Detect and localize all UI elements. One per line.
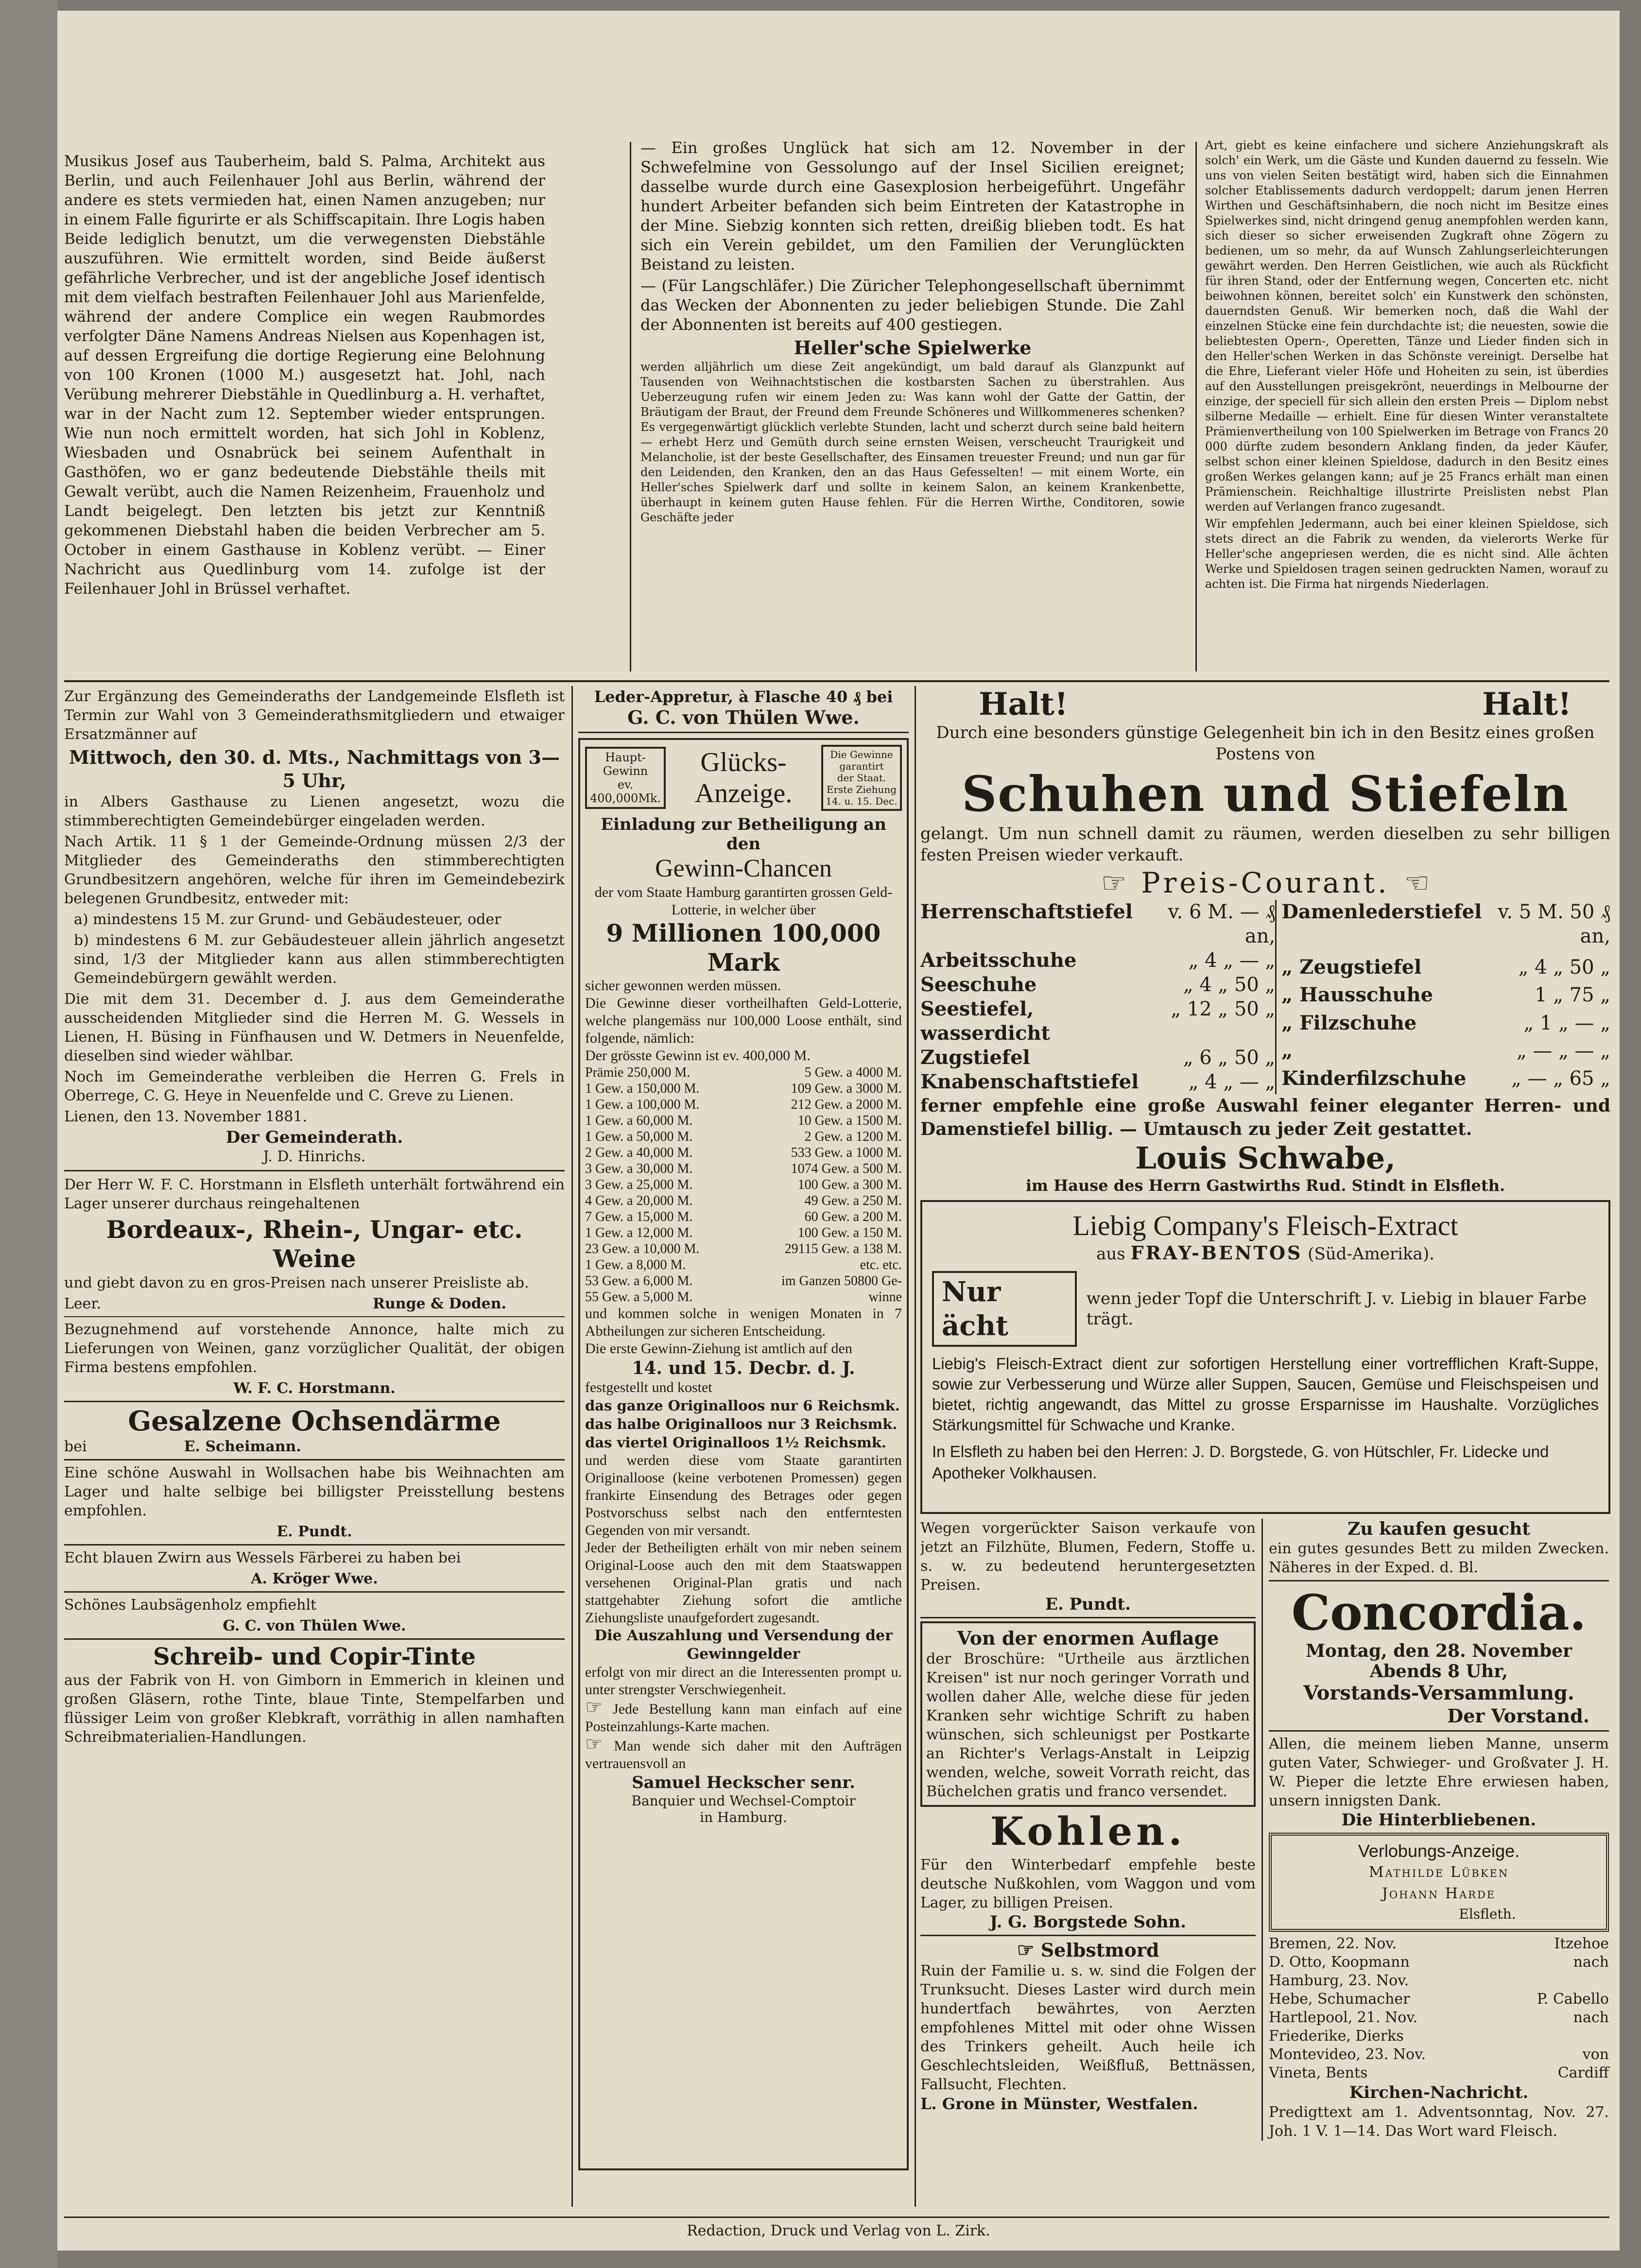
heller-cont-text2: Wir empfehlen Jedermann, auch bei einer kleinen Spieldose, sich stets direct an die Fabrik zu wenden, da vielerorts Werke für Heller'sche angepriesen werden, die es nicht sind. Alle ächten Werke und Spieldosen tragen seinen gedruckten Namen, worauf zu achten ist. Die Firma hat nirgends Niederlagen. [1205,517,1608,591]
lottery-row [585,1209,902,1225]
column-rule [571,686,573,2207]
pointing-hand-icon: ☞ [585,1733,603,1755]
ship-cell: Friederike, Dierks [1269,2027,1404,2045]
lottery-ad [578,738,909,2170]
lottery-row [585,1193,902,1209]
gl-right1: Die Gewinne [830,749,893,760]
liebig-from-pre: aus [1096,1244,1125,1264]
lottery-row [585,1129,902,1145]
lottery-cell: 3 Gew. a 25,000 M. [585,1177,693,1192]
preis-left-cell: Zugstiefel [920,1046,1030,1069]
laub-sig: G. C. von Thülen Wwe. [223,1617,406,1634]
lottery-text8: Jeder der Betheiligten erhält von mir neben seinem Original-Loose auch den mit dem Staatswappen versehenen Original-Plan gratis und nach stattgehabter Ziehung sofort die amtliche Ziehungsliste unaufgefordert zugesandt. [585,1540,902,1626]
article-telephone-text: — (Für Langschläfer.) Die Züricher Telephongesellschaft übernimmt das Wecken der Abonnenten zu jeder beliebigen Stunde. Die Zahl der Abonnenten ist bereits auf 400 gestiegen. [640,276,1185,334]
conc-time: Abends 8 Uhr, [1369,1661,1508,1682]
concordia-title: Concordia. [1291,1584,1587,1641]
laub-text: Schönes Laubsägenholz empfiehlt [64,1597,317,1614]
liebig-ad [920,1200,1610,1514]
lottery-row [585,1145,902,1161]
gemeinde-text1: in Albers Gasthause zu Lienen angesetzt, wozu die stimmberechtigten Gemeindebürger eingeladen werden. [64,793,565,829]
lottery-text3: Die Gewinne dieser vortheilhaften Geld-Lotterie, welche plangemäss nur 100,000 Loose enthält, sind folgende, nämlich: [585,995,902,1046]
dank-text: Allen, die meinem lieben Manne, unserm guten Vater, Schwieger- und Großvater J. H. W. Pieper die letzte Ehre erwiesen haben, unsern innigsten Dank. [1269,1735,1609,1809]
lottery-price1: das ganze Originalloos nur 6 Reichsmk. [585,1397,900,1414]
lottery-text5: Die erste Gewinn-Ziehung ist amtlich auf den [585,1340,852,1357]
lottery-text2: sicher gewonnen werden müssen. [585,978,781,994]
wolle-text: Eine schöne Auswahl in Wollsachen habe bis Weihnachten am Lager und halte selbige bei billigster Preisstellung bestens empfohlen. [64,1464,565,1519]
preis-table-left [920,900,1277,1094]
lottery-text1: der vom Staate Hamburg garantirten grossen Geld-Lotterie, in welcher über [594,884,893,918]
schuh-intro: Durch eine besonders günstige Gelegenheit bin ich in den Besitz eines großen Postens von [936,723,1595,764]
lottery-row [585,1241,902,1257]
verl-name2: Johann Harde [1382,1885,1496,1902]
preis-left-row [920,1046,1276,1070]
lottery-cell: 100 Gew. a 300 M. [797,1177,902,1192]
lottery-sig3: in Hamburg. [700,1809,787,1825]
lottery-row [585,1081,902,1097]
ad-rule [1269,1730,1609,1732]
horst-big2: Weine [273,1244,356,1273]
preis-right-row [1281,983,1610,1011]
lottery-cell: 212 Gew. a 2000 M. [791,1097,902,1112]
ad-rule [64,1316,565,1317]
preis-left-row [920,900,1276,948]
ship-row [1269,2027,1609,2045]
preis-left-row [920,997,1276,1046]
binding-edge [0,0,57,2268]
preis-left-row [920,973,1276,997]
tinte-text: aus der Fabrik von H. von Gimborn in Emmerich in kleinen und großen Gläsern, rothe Tinte, blaue Tinte, Stempelfarben und flüssiger Leim von großer Klebkraft, vorräthig in allen namhaften Schreibmaterialien-Handlungen. [64,1672,565,1746]
liebig-cond: wenn jeder Topf die Unterschrift J. v. Liebig in blauer Farbe trägt. [1086,1289,1587,1329]
newspaper-page [57,11,1620,2251]
gemeinde-b: b) mindestens 6 M. zur Gebäudesteuer allein jährlich angesetzt sind, 1/3 der Mitglieder kann aus allen stimmberechtigten Gemeindebürgern gewählt werden. [74,932,565,987]
verl-title: Verlobungs-Anzeige. [1358,1841,1520,1861]
horst-big1: Bordeaux-, Rhein-, Ungar- etc. [106,1215,523,1244]
preis-left-cell: „ 12 „ 50 „ [1171,998,1276,1020]
horst-sig-place: Leer. [64,1295,102,1312]
pointing-hand-icon: ☞ [1101,866,1130,899]
preis-right-row [1281,900,1610,955]
preis-title-row [920,866,1610,900]
lottery-cell: 109 Gew. a 3000 M. [791,1081,902,1096]
lottery-title [695,747,793,809]
preis-left-cell: v. 6 M. — ₰ an, [1168,901,1276,947]
lottery-cell: 3 Gew. a 30,000 M. [585,1161,693,1176]
kohlen-sig: J. G. Borgstede Sohn. [990,1912,1186,1932]
ad-rule [64,1544,565,1546]
heller-text: werden alljährlich um diese Zeit angekündigt, um bald darauf als Glanzpunkt auf Tausenden von Weihnachtstischen die kostbarsten Sachen zu überstrahlen. Aus Ueberzeugung rufen wir einem Jeden zu: Was kann wohl der Gatte der Gattin, der Bräutigam der Braut, der Freund dem Freunde Schöneres und Willkommeneres schenken? Es vergegenwärtigt glücklich verlebte Stunden, lacht und scherzt durch seine bald heitern — erhebt Herz und Gemüth durch seine ernsten Weisen, verscheucht Traurigkeit und Melancholie, ist der beste Gesellschafter, des Einsamen treuester Freund; und nun gar für den Leidenden, den Kranken, den an das Haus Gefesselten! — mit einem Worte, ein Heller'sches Spielwerk darf und sollte in keinem Salon, an keinem Krankenbette, überhaupt in keinem guten Hause fehlen. Für die Herren Wirthe, Conditoren, sowie Geschäfte jeder [640,360,1185,524]
lottery-cell: 1 Gew. a 50,000 M. [585,1129,693,1144]
lottery-row [585,1289,902,1305]
horst-text: Der Herr W. F. C. Horstmann in Elsfleth unterhält fortwährend ein Lager unserer durchaus reingehaltenen [64,1176,565,1212]
pointing-hand-icon: ☞ [1401,866,1430,899]
liebig-from: FRAY-BENTOS [1130,1242,1303,1264]
gemeinde-a: a) mindestens 15 M. zur Grund- und Gebäudesteuer, oder [74,911,501,928]
lottery-cell: 49 Gew. a 250 M. [804,1193,902,1208]
lottery-cell: 533 Gew. a 1000 M. [791,1145,902,1160]
lottery-price2: das halbe Originalloos nur 3 Reichsmk. [585,1416,898,1432]
section-rule [64,680,1609,682]
lottery-row [585,1225,902,1241]
gl-left4: 400,000Mk. [590,791,661,805]
lottery-cell: 1 Gew. a 100,000 M. [585,1097,700,1112]
zwirn-text: Echt blauen Zwirn aus Wessels Färberei zu haben bei [64,1549,461,1566]
halt-right: Halt! [1482,687,1572,722]
preis-left-row [920,948,1276,973]
preis-tables [920,900,1610,1094]
article-heller-cont [1205,138,1608,677]
ad-rule [920,1935,1256,1936]
ship-row [1269,1935,1609,1953]
ship-cell: Hartlepool, 21. Nov. [1269,2009,1418,2026]
ship-cell: Vineta, Bents [1269,2064,1368,2081]
lottery-cell: 1074 Gew. a 500 M. [791,1161,902,1176]
pointing-hand-icon: ☞ [1017,1939,1035,1961]
lottery-cell: 23 Gew. a 10,000 M. [585,1241,700,1256]
selbst-text: Ruin der Familie u. s. w. sind die Folgen der Trunksucht. Dieses Laster wird durch mein hundertfach bewährtes, von Aerzten empfohlenes Mittel mit oder ohne Wissen des Trinkers geheilt. Auch heile ich Geschlechtsleiden, Weißfluß, Bettnässen, Fallsucht, Flechten. [920,1962,1256,2093]
right-bottom-left [920,1519,1263,2141]
lottery-invite: Einladung zur Betheiligung an den [601,815,886,854]
enorm-ad [920,1621,1256,1807]
ship-cell: nach [1573,2009,1609,2026]
kauf-text: ein gutes gesundes Bett zu milden Zwecken. Näheres in der Exped. d. Bl. [1269,1540,1609,1576]
preis-right-cell: „ Hausschuhe [1281,983,1434,1007]
lottery-text6: festgestellt und kostet [585,1379,712,1395]
preis-left-cell: „ 4 „ — „ [1188,1071,1276,1093]
liebig-dealers: In Elsfleth zu haben bei den Herren: J. D. Borgstede, G. von Hütschler, Fr. Lidecke und Apotheker Volkhausen. [932,1443,1549,1482]
lottery-cell: 1 Gew. a 150,000 M. [585,1081,700,1096]
lottery-cell: 60 Gew. a 200 M. [804,1209,902,1224]
gl-right3: der Staat. [837,772,886,784]
ship-cell: Hamburg, 23. Nov. [1269,1972,1409,1989]
gl-left3: ev. [617,778,634,791]
ship-row [1269,1990,1609,2009]
ad-rule [64,1638,565,1640]
lottery-cell: im Ganzen 50800 Ge- [781,1273,902,1289]
left-ads [64,687,565,2213]
lottery-millions: 9 Millionen 100,000 Mark [606,919,881,977]
mid-ads [578,687,909,2213]
article-mine-text: — Ein großes Unglück hat sich am 12. November in der Schwefelmine von Gessolungo auf der Insel Sicilien ereignet; dasselbe wurde durch eine Gasexplosion herbeigeführt. Ungefähr hundert Arbeiter befanden sich beim Eintreten der Katastrophe in der Mine. Siebzig konnten sich retten, dreißig blieben todt. Es hat sich ein Verein gebildet, um den Familien der Verunglückten Beistand zu leisten. [640,138,1185,274]
preis-right-row [1281,955,1610,983]
gemeinde-sig1: Der Gemeinderath. [225,1128,403,1147]
lottery-row [585,1273,902,1289]
tinte-title: Schreib- und Copir-Tinte [153,1643,476,1670]
right-ads [920,687,1610,2213]
enorm-text: der Broschüre: "Urtheile aus ärztlichen Kreisen" ist nur noch geringer Vorrath und wollen daher Alle, welche diese für jeden Kranken sehr wichtige Schrift zu haben wünschen, sich schleunigst per Postkarte an Richter's Verlags-Anstalt in Leipzig wenden, welche, soweit Vorrath reicht, das Büchelchen gratis und franco versendet. [926,1650,1250,1800]
ad-rule [64,1170,565,1171]
kirche-title: Kirchen-Nachricht. [1349,2083,1529,2102]
preis-right-cell: 1 „ 75 „ [1535,984,1610,1007]
selbst-sig: L. Grone in Münster, Westfalen. [920,2095,1198,2113]
selbst-title: Selbstmord [1040,1939,1159,1961]
halt-row [920,687,1610,722]
lottery-sig2: Banquier und Wechsel-Comptoir [631,1793,856,1809]
schuh-title: Schuhen und Stiefeln [962,765,1569,823]
kohlen-title: Kohlen. [990,1808,1186,1854]
lottery-cell: 1 Gew. a 8,000 M. [585,1257,686,1272]
lottery-text12: Man wende sich daher mit den Aufträgen vertrauensvoll an [585,1738,902,1771]
ship-cell: nach [1573,1954,1609,1971]
preis-right-cell: „ Zeugstiefel [1281,956,1422,979]
lottery-text10: erfolgt von mir direct an die Interessenten prompt u. unter strengster Verschwiegenheit. [585,1664,902,1698]
darm-sub-pre: bei [64,1438,87,1455]
gl-title2: Anzeige. [694,778,793,808]
lottery-text4: und kommen solche in wenigen Monaten in 7 Abtheilungen zur sicheren Entscheidung. [585,1306,902,1339]
lottery-date: 14. und 15. Decbr. d. J. [632,1358,855,1378]
footer-rule [64,2216,1609,2218]
horst-text2: und giebt davon zu en gros-Preisen nach unserer Preisliste ab. [64,1274,529,1291]
lottery-cell: 29115 Gew. a 138 M. [784,1241,902,1256]
preis-left-row [920,1070,1276,1094]
pointing-hand-icon: ☞ [585,1696,603,1718]
lottery-row [585,1161,902,1177]
lottery-cell: 2 Gew. a 40,000 M. [585,1145,693,1160]
lottery-header [585,745,902,811]
preis-right-cell: v. 5 M. 50 ₰ an, [1498,901,1610,947]
lottery-sig1: Samuel Heckscher senr. [632,1773,855,1792]
lottery-cell: 5 Gew. a 4000 M. [804,1065,902,1080]
article-thieves-text: Musikus Josef aus Tauberheim, bald S. Palma, Architekt aus Berlin, und auch Feilenhauer Johl aus Berlin, während der andere es stets vermieden hat, einen Namen anzugeben; nur in einem Falle figurirte er als Schiffscapitain. Ihre Logis haben Beide lediglich benutzt, um die verwegensten Diebstähle auszuführen. Wie ermittelt worden, sind Beide äußerst gefährliche Verbrecher, und ist der angebliche Josef identisch mit dem vielfach bestraften Feilenhauer Johl aus Marienfelde, während der andere Complice ein wegen Raubmordes verfolgter Däne Namens Andreas Nielsen aus Kopenhagen ist, auf dessen Ergreifung die dortige Regierung eine Belohnung von 100 Kronen (1000 M.) ausgesetzt hat. Johl, nach Verübung mehrerer Diebstähle in Quedlinburg a. H. verhaftet, war in der Nacht zum 12. September wieder entsprungen. Wie nun noch ermittelt worden, hat sich Johl in Koblenz, Wiesbaden und Osnabrück bei seinem Aufenthalt in Gasthöfen, wo er ganz bedeutende Diebstähle theils mit Gewalt verübt, auch die Namen Reizenheim, Frauenholz und Landt beigelegt. Den letzten bis jetzt zur Kenntniß gekommenen Diebstahl haben die beiden Verbrecher am 5. October in einem Gasthause in Koblenz verübt. — Einer Nachricht aus Quedlinburg vom 14. zufolge ist der Feilenhauer Johl in Brüssel verhaftet. [64,153,545,598]
dank-sig: Die Hinterbliebenen. [1341,1810,1537,1830]
halt-left: Halt! [979,687,1068,722]
ship-cell: P. Cabello [1537,1991,1609,2008]
gemeinde-date: Mittwoch, den 30. d. Mts., Nachmittags von 3—5 Uhr, [69,746,560,791]
gemeinde-intro: Zur Ergänzung des Gemeinderaths der Landgemeinde Elsfleth ist Termin zur Wahl von 3 Gemeinderathsmitgliedern und etwaiger Ersatzmänner auf [64,688,565,743]
gl-left2: Gewinn [603,764,648,778]
lottery-cell: 1 Gew. a 12,000 M. [585,1225,693,1240]
verlobung-ad [1269,1833,1609,1932]
kohlen-text: Für den Winterbedarf empfehle beste deutsche Nußkohlen, vom Waggon und vom Lager, zu billigen Preisen. [920,1856,1256,1911]
gl-right5: 14. u. 15. Dec. [826,795,898,807]
column-rule [1195,142,1197,671]
gl-left1: Haupt- [605,751,646,764]
preis-right-cell: Damenlederstiefel [1281,900,1482,923]
preis-left-cell: Arbeitsschuhe [920,949,1077,972]
preis-right-cell: „ — „ — „ [1516,1039,1610,1062]
lottery-cell: 55 Gew. a 5,000 M. [585,1289,693,1305]
conc-sig: Der Vorstand. [1447,1705,1589,1727]
preis-right-row [1281,1011,1610,1039]
horst-sig: Runge & Doden. [373,1295,506,1312]
nur-aecht: Nur ächt [932,1271,1077,1347]
wolle-sig: E. Pundt. [276,1523,352,1540]
preis-right-cell: „ 1 „ — „ [1523,1012,1610,1034]
column-rule [630,142,631,671]
pundt-text: Wegen vorgerückter Saison verkaufe von jetzt an Filzhüte, Blumen, Federn, Stoffe u. s. w. zu bedeutend heruntergesetzten Preisen. [920,1520,1256,1594]
preis-left-cell: „ 6 „ 50 „ [1183,1047,1276,1069]
lottery-text7: und werden diese vom Staate garantirten Originalloose (keine verbotenen Promessen) gegen frankirte Einsendung des Betrages oder gegen Postvorschuss selbst nach den entferntesten Gegenden von mir versandt. [585,1452,902,1538]
ad-rule [1269,1580,1609,1581]
preis-left-cell: Seeschuhe [920,973,1037,996]
zwirn-sig: A. Kröger Wwe. [251,1570,378,1587]
liebig-from-post: (Süd-Amerika). [1308,1244,1434,1264]
preis-right-cell: „ 4 „ 50 „ [1518,956,1610,979]
kirche-text: Predigttext am 1. Adventsonntag, Nov. 27. Joh. 1 V. 1—14. Das Wort ward Fleisch. [1269,2104,1609,2140]
heller-cont-text: Art, giebt es keine einfachere und sichere Anziehungskraft als solch' ein Werk, um die Gäste und Kunden dauernd zu fesseln. Wie uns von vielen Seiten bestätigt wird, haben sich die Einnahmen solcher Etablissements dadurch verdoppelt; darum jenen Herren Wirthen und Geschäftsinhabern, die noch nicht im Besitze eines Spielwerkes sind, nicht dringend genug anempfohlen werden kann, sich dieser so sicher erweisenden Zugkraft ohne Zögern zu bedienen, um so mehr, da auf Wunsch Zahlungserleichterungen gewährt werden. Den Herren Geistlichen, wie auch als Rückficht für ihren Stand, oder der Entfernung wegen, Concerten etc. nicht beiwohnen können, bereitet solch' ein Kunstwerk den schönsten, dauerndsten Genuß. Wir bemerken noch, daß die Wahl der einzelnen Stücke eine fein durchdachte ist; die neuesten, sowie die beliebtesten Opern-, Operetten, Tänze und Lieder finden sich in den Heller'schen Werken in das Schönste vereinigt. Derselbe hat die Ehre, Lieferant vieler Höfe und Hoheiten zu sein, ist überdies auf den Ausstellungen preisgekrönt, neuerdings in Melbourne der einzige, der speciell für sich allein den ersten Preis — Diplom nebst silberne Medaille — erhielt. Eine für diesen Winter veranstaltete Prämienvertheilung von 100 Spielwerken im Betrage von Francs 20 000 dürfte zudem besondern Anklang finden, da jeder Käufer, selbst schon einer kleinen Spieldose, dadurch in den Besitz eines großen Werkes gelangen kann; auf je 25 Francs erhält man einen Prämienschein. Reichhaltige illustrirte Preislisten nebst Plan werden auf Verlangen franco zugesandt. [1205,138,1608,514]
preis-left-cell: Herrenschaftstiefel [920,900,1133,923]
ship-row [1269,2009,1609,2027]
ad-rule [64,1401,565,1402]
lottery-cell: 2 Gew. a 1200 M. [804,1129,902,1144]
lottery-row [585,1065,902,1081]
lottery-row [585,1113,902,1129]
lottery-table [585,1065,902,1305]
gemeinde-sig2: J. D. Hinrichs. [263,1148,366,1165]
preis-left-cell: Seestiefel, wasserdicht [920,997,1050,1045]
darm-title: Gesalzene Ochsendärme [128,1405,501,1437]
preis-right-cell: „ — „ 65 „ [1511,1067,1610,1090]
leder-text: Leder-Appretur, à Flasche 40 ₰ bei [594,687,893,706]
horstmann-ad [64,1175,565,1398]
enorm-title: Von der enormen Auflage [957,1627,1219,1649]
conc-event: Vorstands-Versammlung. [1303,1682,1574,1704]
preis-left-cell: Knabenschaftstiefel [920,1070,1139,1093]
lottery-row [585,1097,902,1113]
preis-right-row [1281,1066,1610,1094]
lottery-right-box [821,745,902,811]
preis-left-cell: „ 4 „ 50 „ [1183,974,1276,996]
schuh-text: gelangt. Um nun schnell damit zu räumen, werden dieselben zu sehr billigen festen Preisen wieder verkauft. [920,824,1610,865]
preis-title: Preis-Courant. [1141,866,1390,899]
preis-left-cell: „ 4 „ — „ [1188,949,1276,972]
preis-right-cell: „ Filzschuhe [1281,1011,1417,1034]
lottery-cell: 4 Gew. a 20,000 M. [585,1193,693,1208]
ship-cell: von [1582,2046,1609,2063]
lottery-cell: winne [868,1289,902,1305]
ad-rule [578,732,909,733]
lottery-left-box [585,747,666,809]
lottery-text11: Jede Bestellung kann man einfach auf eine Posteinzahlungs-Karte machen. [585,1701,902,1735]
preis-right-cell: „ [1281,1039,1293,1062]
lottery-row [585,1257,902,1273]
right-bottom [920,1519,1610,2141]
imprint: Redaction, Druck und Verlag von L. Zirk. [687,2222,990,2239]
kauf-title: Zu kaufen gesucht [1347,1519,1530,1539]
lottery-cell: Prämie 250,000 M. [585,1065,691,1080]
gl-right4: Erste Ziehung [826,784,897,795]
ship-cell: Itzehoe [1554,1935,1609,1952]
ship-cell [1502,1972,1609,1990]
ship-cell: Hebe, Schumacher [1269,1991,1410,2008]
gemeinde-text4: Noch im Gemeinderathe verbleiben die Herren G. Frels in Oberrege, C. G. Heye in Neuenfelde und C. Greve zu Lienen. [64,1068,565,1104]
verl-place: Elsfleth. [1459,1906,1516,1922]
horst-text3: Bezugnehmend auf vorstehende Annonce, halte mich zu Lieferungen von Weinen, ganz vorzüglicher Qualität, der obigen Firma bestens empfohlen. [64,1321,565,1376]
ship-row [1269,1953,1609,1972]
liebig-text: Liebig's Fleisch-Extract dient zur sofortigen Herstellung einer vortrefflichen Kraft-Suppe, sowie zur Verbesserung und Würze aller Suppen, Saucen, Gemüse und Fleischspeisen und bietet, richtig angewandt, das Mittel zu grosse Ersparnisse im Haushalte. Vorzügliches Stärkungsmittel für Schwache und Kranke. [932,1355,1599,1434]
ships-table [1269,1935,1609,2082]
article-thieves [64,152,545,671]
liebig-title: Liebig Company's Fleisch-Extract [1072,1210,1458,1241]
lottery-cell: 100 Gew. a 150 M. [797,1225,902,1240]
lottery-cell: 1 Gew. a 60,000 M. [585,1113,693,1128]
ad-rule [920,1617,1256,1618]
preis-table-right [1281,900,1610,1094]
liebig-cond-row [932,1271,1599,1347]
lottery-cell: 53 Gew. a 6,000 M. [585,1273,693,1289]
gemeinde-place: Lienen, den 13. November 1881. [64,1108,307,1125]
ship-row [1269,2045,1609,2064]
horst-sig2: W. F. C. Horstmann. [233,1380,396,1397]
lottery-text9: Die Auszahlung und Versendung der Gewinngelder [594,1627,893,1663]
ship-row [1269,1972,1609,1990]
lottery-head: Der grösste Gewinn ist ev. 400,000 M. [585,1048,811,1064]
ship-cell: Montevideo, 23. Nov. [1269,2046,1426,2063]
preis-right-row [1281,1039,1610,1066]
gl-title1: Glücks- [700,747,787,777]
lottery-chances: Gewinn-Chancen [655,855,832,882]
gemeinde-text2: Nach Artik. 11 § 1 der Gemeinde-Ordnung müssen 2/3 der Mitglieder des Gemeinderaths den stimmberechtigten Grundbesitzern angehören, welche für ihren im Gemeindebezirk belegenen Grundbesitz, entweder mit: [64,833,565,907]
darm-sub: E. Scheimann. [184,1438,301,1455]
lottery-row [585,1177,902,1193]
lottery-price3: das viertel Originalloos 1½ Reichsmk. [585,1434,886,1451]
leder-sig: G. C. von Thülen Wwe. [627,706,860,728]
lottery-cell: 10 Gew. a 1500 M. [797,1113,902,1128]
lottery-cell: etc. etc. [860,1257,902,1272]
ad-rule [64,1591,565,1593]
article-news [640,138,1185,687]
gemeinde-ad [64,687,565,1166]
gemeinde-text3: Die mit dem 31. December d. J. aus dem Gemeinderathe ausscheidenden Mitglieder sind die Herren M. G. Wessels in Lienen, H. Büsing in Fünfhausen und W. Detmers in Neuenfelde, dieselben sind wieder wählbar. [64,991,565,1065]
verl-name1: Mathilde Lübken [1368,1864,1509,1881]
schwabe-sub: im Hause des Herrn Gastwirths Rud. Stindt in Elsfleth. [1025,1176,1505,1195]
lottery-cell: 7 Gew. a 15,000 M. [585,1209,693,1224]
heller-title: Heller'sche Spielwerke [794,337,1032,359]
schwabe-name: Louis Schwabe, [1135,1140,1396,1176]
right-bottom-right [1263,1519,1609,2141]
gl-right2: garantirt [839,760,884,772]
ship-cell [1502,2027,1609,2045]
ad-rule [64,1459,565,1460]
column-rule [915,686,916,2207]
pundt-sig: E. Pundt. [1045,1595,1131,1614]
ship-cell: Cardiff [1557,2064,1609,2081]
preis-right-cell: Kinderfilzschuhe [1281,1066,1467,1090]
ship-row [1269,2064,1609,2082]
schuh-text2: ferner empfehle eine große Auswahl feiner eleganter Herren- und Damenstiefel billig. — Umtausch zu jeder Zeit gestattet. [920,1096,1610,1139]
ship-cell: D. Otto, Koopmann [1269,1954,1410,1971]
conc-date: Montag, den 28. November [1305,1641,1572,1661]
ship-cell: Bremen, 22. Nov. [1269,1935,1397,1952]
